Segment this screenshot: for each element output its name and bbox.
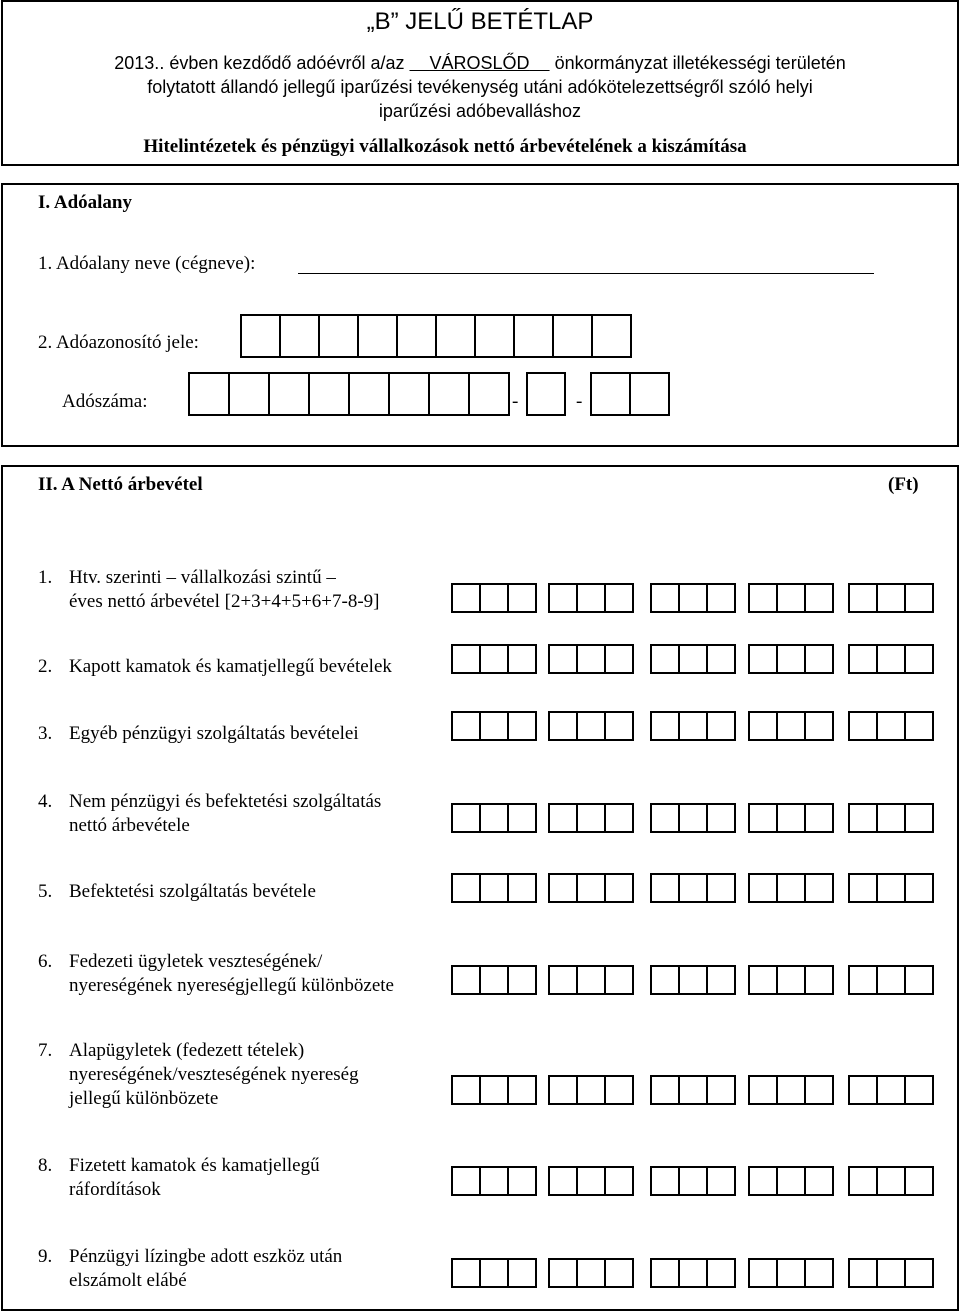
- tax-number-digit-box[interactable]: [228, 372, 270, 416]
- header-subtitle: Hitelintézetek és pénzügyi vállalkozások nettó árbevételének a kiszámítása: [143, 136, 747, 157]
- amount-digit-group[interactable]: [548, 583, 632, 613]
- row-number: 6.: [38, 951, 53, 972]
- tax-id-digit-box[interactable]: [396, 314, 437, 358]
- amount-digit-box[interactable]: [678, 873, 708, 903]
- tax-number-dash-2: -: [576, 391, 583, 412]
- amount-digit-group[interactable]: [650, 1258, 734, 1288]
- tax-number-digit-box[interactable]: [468, 372, 510, 416]
- amount-digit-box[interactable]: [848, 965, 878, 995]
- amount-digit-box[interactable]: [548, 1258, 578, 1288]
- amount-digit-box[interactable]: [650, 711, 680, 741]
- row-label-line: Alapügyletek (fedezett tételek): [69, 1040, 305, 1061]
- amount-digit-box[interactable]: [650, 965, 680, 995]
- tax-number-dash-1: -: [512, 391, 519, 412]
- amount-digit-box[interactable]: [548, 1075, 578, 1105]
- amount-digit-box[interactable]: [650, 1075, 680, 1105]
- amount-digit-box[interactable]: [848, 803, 878, 833]
- amount-digit-box[interactable]: [678, 803, 708, 833]
- amount-digit-box[interactable]: [876, 1075, 906, 1105]
- amount-digit-box[interactable]: [650, 583, 680, 613]
- tax-number-digit-box[interactable]: [348, 372, 390, 416]
- amount-digit-box[interactable]: [451, 965, 481, 995]
- amount-digit-group[interactable]: [548, 1258, 632, 1288]
- amount-digit-box[interactable]: [548, 583, 578, 613]
- amount-digit-box[interactable]: [678, 1166, 708, 1196]
- row-label-line: Kapott kamatok és kamatjellegű bevételek: [69, 656, 392, 677]
- amount-digit-box[interactable]: [706, 711, 736, 741]
- tax-id-digit-box[interactable]: [513, 314, 554, 358]
- row-number: 5.: [38, 881, 53, 902]
- form-title: „B” JELŰ BETÉTLAP: [366, 8, 594, 35]
- amount-digit-group[interactable]: [451, 1166, 535, 1196]
- row-label-line: elszámolt elábé: [69, 1270, 187, 1291]
- amount-digit-box[interactable]: [507, 711, 537, 741]
- amount-digit-group[interactable]: [451, 965, 535, 995]
- amount-digit-box[interactable]: [479, 1075, 509, 1105]
- amount-digit-box[interactable]: [678, 1075, 708, 1105]
- amount-digit-group[interactable]: [650, 803, 734, 833]
- amount-digit-box[interactable]: [451, 583, 481, 613]
- amount-digit-box[interactable]: [576, 965, 606, 995]
- tax-id-digit-box[interactable]: [240, 314, 281, 358]
- amount-digit-box[interactable]: [507, 644, 537, 674]
- amount-digit-box[interactable]: [650, 803, 680, 833]
- amount-digit-box[interactable]: [748, 803, 778, 833]
- row-number: 3.: [38, 723, 53, 744]
- row-label-line: Nem pénzügyi és befektetési szolgáltatás: [69, 791, 382, 812]
- row-label-line: éves nettó árbevétel [2+3+4+5+6+7-8-9]: [69, 591, 380, 612]
- name-field-line[interactable]: [298, 273, 874, 274]
- amount-digit-box[interactable]: [650, 644, 680, 674]
- tax-id-label: 2. Adóazonosító jele:: [38, 332, 199, 353]
- amount-digit-box[interactable]: [678, 583, 708, 613]
- amount-digit-box[interactable]: [776, 873, 806, 903]
- amount-digit-group[interactable]: [650, 873, 734, 903]
- amount-digit-box[interactable]: [604, 644, 634, 674]
- amount-digit-box[interactable]: [604, 1075, 634, 1105]
- row-label-line: Htv. szerinti – vállalkozási szintű –: [69, 567, 336, 588]
- amount-digit-box[interactable]: [904, 711, 934, 741]
- tax-number-digit-box[interactable]: [268, 372, 310, 416]
- amount-digit-group[interactable]: [650, 711, 734, 741]
- amount-digit-group[interactable]: [451, 644, 535, 674]
- tax-id-digit-box[interactable]: [318, 314, 359, 358]
- amount-digit-box[interactable]: [776, 644, 806, 674]
- amount-digit-box[interactable]: [848, 1258, 878, 1288]
- amount-digit-box[interactable]: [604, 1258, 634, 1288]
- amount-digit-group[interactable]: [848, 1075, 932, 1105]
- tax-number-digit-box[interactable]: [590, 372, 631, 416]
- row-number: 8.: [38, 1155, 53, 1176]
- amount-digit-box[interactable]: [548, 965, 578, 995]
- amount-digit-group[interactable]: [748, 1075, 832, 1105]
- amount-digit-group[interactable]: [548, 644, 632, 674]
- amount-digit-box[interactable]: [876, 1166, 906, 1196]
- amount-digit-box[interactable]: [604, 1166, 634, 1196]
- amount-digit-box[interactable]: [848, 873, 878, 903]
- amount-digit-box[interactable]: [451, 644, 481, 674]
- amount-digit-group[interactable]: [548, 873, 632, 903]
- amount-digit-box[interactable]: [479, 711, 509, 741]
- amount-digit-box[interactable]: [776, 965, 806, 995]
- row-label-line: Egyéb pénzügyi szolgáltatás bevételei: [69, 723, 359, 744]
- header-line1-mid: . évben kezdődő adóévről a/az: [159, 53, 405, 73]
- amount-digit-box[interactable]: [904, 965, 934, 995]
- amount-digit-box[interactable]: [876, 644, 906, 674]
- amount-digit-box[interactable]: [678, 711, 708, 741]
- amount-digit-box[interactable]: [479, 965, 509, 995]
- amount-digit-box[interactable]: [804, 1166, 834, 1196]
- amount-digit-box[interactable]: [479, 1166, 509, 1196]
- amount-digit-box[interactable]: [576, 583, 606, 613]
- amount-digit-box[interactable]: [876, 803, 906, 833]
- unit-label: (Ft): [888, 474, 919, 495]
- amount-digit-box[interactable]: [548, 711, 578, 741]
- amount-digit-group[interactable]: [548, 711, 632, 741]
- amount-digit-box[interactable]: [748, 1075, 778, 1105]
- amount-digit-box[interactable]: [451, 1258, 481, 1288]
- amount-digit-box[interactable]: [706, 644, 736, 674]
- amount-digit-group[interactable]: [650, 965, 734, 995]
- amount-digit-box[interactable]: [706, 965, 736, 995]
- header-city: VÁROSLŐD: [429, 53, 530, 73]
- tax-id-digit-box[interactable]: [474, 314, 515, 358]
- amount-digit-box[interactable]: [604, 803, 634, 833]
- amount-digit-group[interactable]: [848, 803, 932, 833]
- amount-digit-box[interactable]: [507, 583, 537, 613]
- amount-digit-group[interactable]: [451, 1258, 535, 1288]
- tax-number-label: Adószáma:: [62, 391, 148, 412]
- row-label-line: Fizetett kamatok és kamatjellegű: [69, 1155, 320, 1176]
- amount-digit-box[interactable]: [904, 1166, 934, 1196]
- amount-digit-box[interactable]: [548, 873, 578, 903]
- amount-digit-box[interactable]: [507, 803, 537, 833]
- header-line-1: [0, 51, 960, 75]
- tax-number-digit-box[interactable]: [308, 372, 350, 416]
- header-line1-end: önkormányzat illetékességi területén: [554, 53, 846, 73]
- tax-number-county-boxes[interactable]: [590, 372, 670, 416]
- amount-digit-box[interactable]: [804, 711, 834, 741]
- amount-digit-box[interactable]: [451, 1075, 481, 1105]
- amount-digit-box[interactable]: [876, 965, 906, 995]
- amount-digit-box[interactable]: [548, 644, 578, 674]
- amount-digit-box[interactable]: [804, 1075, 834, 1105]
- amount-digit-box[interactable]: [904, 1075, 934, 1105]
- row-label-line: nyereségének/veszteségének nyereség: [69, 1064, 359, 1085]
- amount-digit-group[interactable]: [451, 873, 535, 903]
- amount-digit-box[interactable]: [804, 965, 834, 995]
- amount-digit-box[interactable]: [848, 711, 878, 741]
- amount-digit-box[interactable]: [876, 873, 906, 903]
- amount-digit-box[interactable]: [650, 1166, 680, 1196]
- row-label-line: ráfordítások: [69, 1179, 161, 1200]
- row-number: 1.: [38, 567, 53, 588]
- amount-digit-group[interactable]: [451, 1075, 535, 1105]
- amount-digit-box[interactable]: [804, 644, 834, 674]
- amount-digit-box[interactable]: [706, 1166, 736, 1196]
- amount-digit-box[interactable]: [576, 873, 606, 903]
- amount-digit-group[interactable]: [748, 1166, 832, 1196]
- amount-digit-box[interactable]: [904, 1258, 934, 1288]
- amount-digit-box[interactable]: [706, 1075, 736, 1105]
- amount-digit-group[interactable]: [451, 583, 535, 613]
- amount-digit-group[interactable]: [650, 1075, 734, 1105]
- amount-digit-box[interactable]: [804, 1258, 834, 1288]
- amount-digit-box[interactable]: [576, 1075, 606, 1105]
- section-2-heading: II. A Nettó árbevétel: [38, 474, 203, 495]
- amount-digit-box[interactable]: [479, 803, 509, 833]
- amount-digit-box[interactable]: [650, 873, 680, 903]
- row-label-line: Fedezeti ügyletek veszteségének/: [69, 951, 323, 972]
- amount-digit-box[interactable]: [507, 1075, 537, 1105]
- amount-digit-box[interactable]: [507, 1258, 537, 1288]
- amount-digit-box[interactable]: [678, 644, 708, 674]
- header-line-3: iparűzési adóbevalláshoz: [378, 101, 582, 121]
- amount-digit-box[interactable]: [706, 1258, 736, 1288]
- amount-digit-box[interactable]: [804, 803, 834, 833]
- amount-digit-box[interactable]: [576, 1258, 606, 1288]
- amount-digit-group[interactable]: [848, 1166, 932, 1196]
- amount-digit-group[interactable]: [451, 711, 535, 741]
- amount-digit-box[interactable]: [776, 803, 806, 833]
- amount-digit-box[interactable]: [776, 1075, 806, 1105]
- row-label-line: nettó árbevétele: [69, 815, 190, 836]
- amount-digit-box[interactable]: [604, 711, 634, 741]
- amount-digit-box[interactable]: [507, 1166, 537, 1196]
- amount-digit-box[interactable]: [848, 644, 878, 674]
- amount-digit-box[interactable]: [848, 1075, 878, 1105]
- amount-digit-box[interactable]: [848, 1166, 878, 1196]
- amount-digit-box[interactable]: [748, 873, 778, 903]
- amount-digit-box[interactable]: [748, 965, 778, 995]
- amount-digit-box[interactable]: [748, 1166, 778, 1196]
- amount-digit-group[interactable]: [848, 583, 932, 613]
- amount-digit-box[interactable]: [604, 873, 634, 903]
- row-number: 7.: [38, 1040, 53, 1061]
- amount-digit-box[interactable]: [848, 583, 878, 613]
- amount-digit-box[interactable]: [507, 873, 537, 903]
- amount-digit-box[interactable]: [576, 644, 606, 674]
- amount-digit-box[interactable]: [604, 583, 634, 613]
- amount-digit-box[interactable]: [706, 803, 736, 833]
- amount-digit-group[interactable]: [748, 583, 832, 613]
- amount-digit-group[interactable]: [848, 711, 932, 741]
- amount-digit-box[interactable]: [576, 803, 606, 833]
- amount-digit-box[interactable]: [576, 1166, 606, 1196]
- amount-digit-box[interactable]: [604, 965, 634, 995]
- amount-digit-box[interactable]: [479, 644, 509, 674]
- amount-digit-box[interactable]: [548, 1166, 578, 1196]
- amount-digit-box[interactable]: [451, 1166, 481, 1196]
- header-line-2: folytatott állandó jellegű iparűzési tevékenység utáni adókötelezettségről szóló helyi: [147, 77, 813, 97]
- row-number: 9.: [38, 1246, 53, 1267]
- amount-digit-group[interactable]: [650, 1166, 734, 1196]
- tax-number-digit-box[interactable]: [388, 372, 430, 416]
- amount-digit-group[interactable]: [848, 873, 932, 903]
- amount-digit-box[interactable]: [479, 583, 509, 613]
- amount-digit-group[interactable]: [548, 1075, 632, 1105]
- amount-digit-group[interactable]: [548, 803, 632, 833]
- amount-digit-box[interactable]: [904, 644, 934, 674]
- tax-id-boxes[interactable]: [240, 314, 632, 358]
- tax-number-digit-box[interactable]: [526, 372, 566, 416]
- name-label: 1. Adóalany neve (cégneve):: [38, 253, 256, 274]
- amount-digit-group[interactable]: [650, 583, 734, 613]
- amount-digit-group[interactable]: [748, 1258, 832, 1288]
- amount-digit-box[interactable]: [776, 1166, 806, 1196]
- amount-digit-box[interactable]: [451, 873, 481, 903]
- amount-digit-group[interactable]: [650, 644, 734, 674]
- row-label-line: nyereségének nyereségjellegű különbözete: [69, 975, 394, 996]
- amount-digit-box[interactable]: [706, 583, 736, 613]
- tax-number-digit-box[interactable]: [629, 372, 670, 416]
- amount-digit-box[interactable]: [650, 1258, 680, 1288]
- amount-digit-box[interactable]: [804, 583, 834, 613]
- row-number: 4.: [38, 791, 53, 812]
- amount-digit-group[interactable]: [748, 965, 832, 995]
- amount-digit-group[interactable]: [748, 873, 832, 903]
- amount-digit-box[interactable]: [451, 711, 481, 741]
- tax-id-digit-box[interactable]: [591, 314, 632, 358]
- amount-digit-box[interactable]: [678, 1258, 708, 1288]
- header-year: 2013.: [114, 53, 160, 73]
- tax-number-digit-box[interactable]: [428, 372, 470, 416]
- amount-digit-box[interactable]: [479, 1258, 509, 1288]
- amount-digit-box[interactable]: [748, 1258, 778, 1288]
- amount-digit-box[interactable]: [576, 711, 606, 741]
- amount-digit-group[interactable]: [748, 711, 832, 741]
- row-label-line: Befektetési szolgáltatás bevétele: [69, 881, 316, 902]
- amount-digit-box[interactable]: [804, 873, 834, 903]
- section-1-heading: I. Adóalany: [38, 192, 132, 213]
- tax-id-digit-box[interactable]: [552, 314, 593, 358]
- amount-digit-box[interactable]: [678, 965, 708, 995]
- row-number: 2.: [38, 656, 53, 677]
- row-label-line: jellegű különbözete: [69, 1088, 219, 1109]
- amount-digit-box[interactable]: [451, 803, 481, 833]
- amount-digit-group[interactable]: [548, 965, 632, 995]
- amount-digit-group[interactable]: [748, 644, 832, 674]
- tax-id-digit-box[interactable]: [279, 314, 320, 358]
- amount-digit-group[interactable]: [748, 803, 832, 833]
- amount-digit-box[interactable]: [776, 711, 806, 741]
- amount-digit-box[interactable]: [507, 965, 537, 995]
- amount-digit-box[interactable]: [904, 803, 934, 833]
- amount-digit-box[interactable]: [548, 803, 578, 833]
- amount-digit-box[interactable]: [776, 1258, 806, 1288]
- amount-digit-box[interactable]: [876, 1258, 906, 1288]
- amount-digit-group[interactable]: [548, 1166, 632, 1196]
- amount-digit-group[interactable]: [848, 644, 932, 674]
- tax-id-digit-box[interactable]: [435, 314, 476, 358]
- amount-digit-box[interactable]: [876, 711, 906, 741]
- amount-digit-box[interactable]: [748, 644, 778, 674]
- row-label-line: Pénzügyi lízingbe adott eszköz után: [69, 1246, 343, 1267]
- amount-digit-box[interactable]: [904, 873, 934, 903]
- amount-digit-box[interactable]: [776, 583, 806, 613]
- tax-number-vat-box[interactable]: [526, 372, 566, 416]
- amount-digit-box[interactable]: [904, 583, 934, 613]
- amount-digit-box[interactable]: [748, 583, 778, 613]
- amount-digit-box[interactable]: [479, 873, 509, 903]
- amount-digit-group[interactable]: [451, 803, 535, 833]
- tax-number-main-boxes[interactable]: [188, 372, 508, 416]
- tax-number-digit-box[interactable]: [188, 372, 230, 416]
- amount-digit-group[interactable]: [848, 965, 932, 995]
- amount-digit-box[interactable]: [748, 711, 778, 741]
- tax-id-digit-box[interactable]: [357, 314, 398, 358]
- amount-digit-box[interactable]: [876, 583, 906, 613]
- amount-digit-box[interactable]: [706, 873, 736, 903]
- amount-digit-group[interactable]: [848, 1258, 932, 1288]
